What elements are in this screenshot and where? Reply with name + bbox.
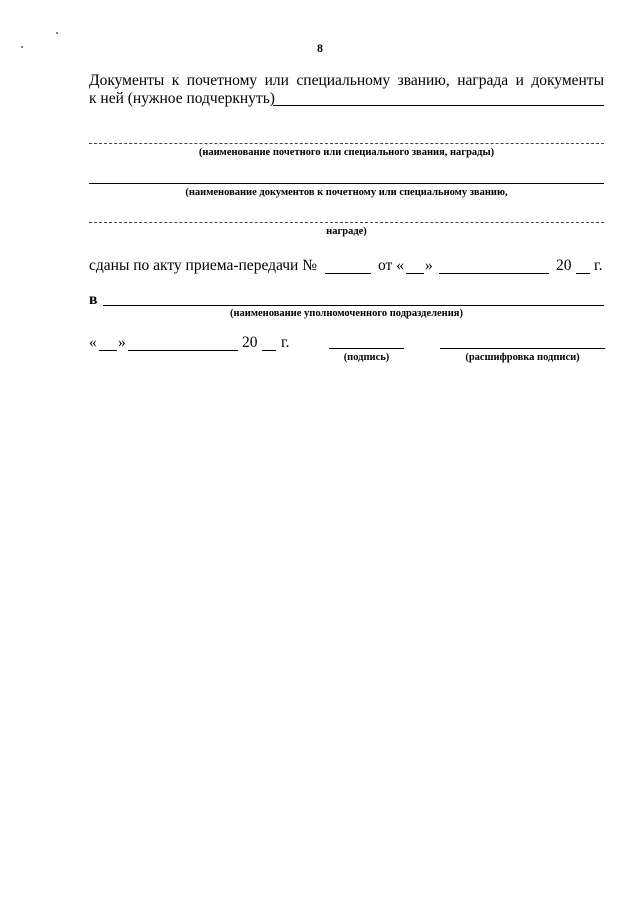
docs-name-field-line-2[interactable] (89, 222, 604, 223)
signature-decode-field[interactable] (440, 348, 605, 349)
caption-signature: (подпись) (343, 352, 390, 363)
date-year-prefix: 20 (242, 334, 258, 351)
caption-title-name: (наименование почетного или специального звания, награды) (198, 147, 495, 158)
date-year-suffix: г. (281, 334, 290, 351)
underline-intro (273, 105, 604, 106)
date-month-field[interactable] (128, 350, 238, 351)
caption-docs-name-2: награде) (326, 226, 367, 237)
division-prefix: в (89, 291, 98, 308)
date-close-quote: » (118, 334, 126, 351)
transfer-year-suffix: г. (594, 257, 603, 274)
docs-name-field-line[interactable] (89, 183, 604, 184)
transfer-year-prefix: 20 (556, 257, 572, 274)
act-number-field[interactable] (325, 273, 371, 274)
intro-line-1: Документы к почетному или специальному званию, награда и документы (89, 72, 604, 89)
date-year-field[interactable] (262, 350, 276, 351)
act-year-field[interactable] (576, 273, 590, 274)
act-month-field[interactable] (439, 273, 549, 274)
scan-speck (56, 32, 58, 34)
page-number: 8 (317, 41, 323, 55)
transfer-text: сданы по акту приема-передачи № (89, 257, 318, 274)
intro-line-2: к ней (нужное подчеркнуть) (89, 90, 275, 107)
caption-division: (наименование уполномоченного подразделения) (230, 308, 463, 319)
date-day-field[interactable] (99, 350, 117, 351)
caption-docs-name-1: (наименование документов к почетному или специальному званию, (185, 187, 508, 198)
division-field-line[interactable] (103, 305, 604, 306)
act-day-field[interactable] (406, 273, 424, 274)
transfer-close-quote: » (425, 257, 433, 274)
caption-signature-decode: (расшифровка подписи) (465, 352, 580, 363)
date-open-quote: « (89, 334, 97, 351)
title-name-field-line[interactable] (89, 143, 604, 144)
signature-field[interactable] (329, 348, 404, 349)
transfer-from: от « (378, 257, 404, 274)
